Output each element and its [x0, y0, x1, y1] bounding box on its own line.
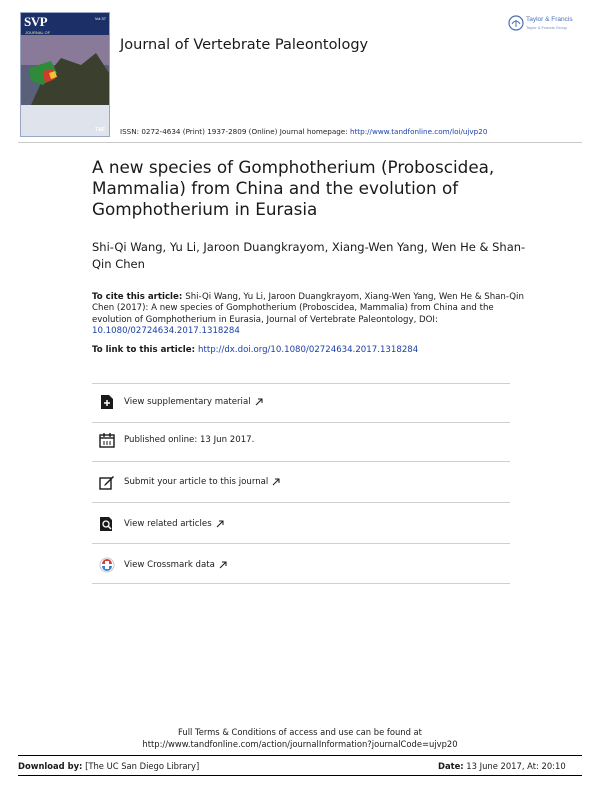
terms-notice	[0, 727, 600, 750]
article-link-label: To link to this article:	[92, 345, 199, 355]
footer-divider	[18, 775, 582, 776]
external-link-icon	[255, 398, 263, 406]
issn-line	[120, 127, 487, 136]
article-authors: Shi-Qi Wang, Yu Li, Jaroon Duangkrayom, Xiang-Wen Yang, Wen He & Shan-Qin Chen	[92, 240, 526, 271]
article-title: A new species of Gomphotherium (Proboscidea, Mammalia) from China and the evolution of Gomphotherium in Eurasia	[92, 157, 495, 219]
supplement-icon	[98, 393, 116, 411]
citation-block	[92, 292, 532, 338]
cover-issue: Vol 37	[94, 16, 106, 21]
journal-title: Journal of Vertebrate Paleontology	[120, 37, 369, 53]
external-link-icon	[272, 478, 280, 486]
cover-publisher-mark: T&F	[95, 127, 105, 133]
downloaded-by-value: [The UC San Diego Library]	[82, 761, 200, 771]
article-link-block	[92, 345, 418, 355]
calendar-icon	[98, 431, 116, 449]
publisher-emblem-icon	[508, 15, 524, 31]
action-divider	[92, 422, 510, 423]
download-date	[438, 761, 566, 771]
crossmark-link[interactable]	[98, 553, 227, 577]
supplementary-material-link[interactable]	[98, 390, 263, 414]
external-link-icon	[216, 520, 224, 528]
crossmark-label: View Crossmark data	[124, 560, 215, 570]
cover-logo: SVP	[24, 14, 48, 29]
citation-doi-link[interactable]: 10.1080/02724634.2017.1318284	[92, 326, 240, 337]
header-divider	[18, 142, 582, 143]
action-divider	[92, 502, 510, 503]
related-articles-link[interactable]	[98, 512, 224, 536]
download-date-label: Date:	[438, 761, 464, 771]
article-doi-url-link[interactable]: http://dx.doi.org/10.1080/02724634.2017.1318284	[198, 345, 419, 355]
related-articles-label: View related articles	[124, 519, 212, 529]
cover-subtitle: JOURNAL OF	[25, 30, 51, 35]
terms-url-link[interactable]: http://www.tandfonline.com/action/journalInformation?journalCode=ujvp20	[142, 738, 458, 749]
submit-article-link[interactable]	[98, 470, 280, 494]
publisher-tagline: Taylor & Francis Group	[526, 25, 567, 30]
downloaded-by-label: Download by:	[18, 761, 83, 771]
search-document-icon	[98, 515, 116, 533]
crossmark-icon	[98, 556, 116, 574]
taylor-francis-logo[interactable]	[508, 15, 586, 37]
action-divider	[92, 383, 510, 384]
publisher-name: Taylor & Francis	[526, 16, 573, 23]
download-date-value: 13 June 2017, At: 20:10	[463, 761, 566, 771]
action-divider	[92, 461, 510, 462]
edit-icon	[98, 473, 116, 491]
published-online-row	[98, 428, 254, 452]
issn-text: ISSN: 0272-4634 (Print) 1937-2809 (Online) Journal homepage:	[120, 127, 350, 136]
journal-homepage-link[interactable]: http://www.tandfonline.com/loi/ujvp20	[349, 127, 488, 136]
supplementary-material-label: View supplementary material	[124, 397, 251, 407]
action-divider	[92, 543, 510, 544]
journal-cover-image	[20, 12, 110, 137]
footer-divider	[18, 755, 582, 756]
submit-article-label: Submit your article to this journal	[124, 477, 269, 487]
citation-text: Shi-Qi Wang, Yu Li, Jaroon Duangkrayom, Xiang-Wen Yang, Wen He & Shan-Qin Chen (2017): A new species of Gomphotherium (Proboscidea, Mammalia) from China and the evolution of Gomphotherium in Eurasia, Journal of Vertebrate Paleontology, DOI:	[92, 292, 524, 325]
published-online-label: Published online: 13 Jun 2017.	[124, 435, 255, 445]
terms-line: Full Terms & Conditions of access and use can be found at	[178, 727, 422, 737]
citation-label: To cite this article:	[92, 292, 186, 302]
action-divider	[92, 583, 510, 584]
downloaded-by	[18, 761, 199, 771]
external-link-icon	[219, 561, 227, 569]
